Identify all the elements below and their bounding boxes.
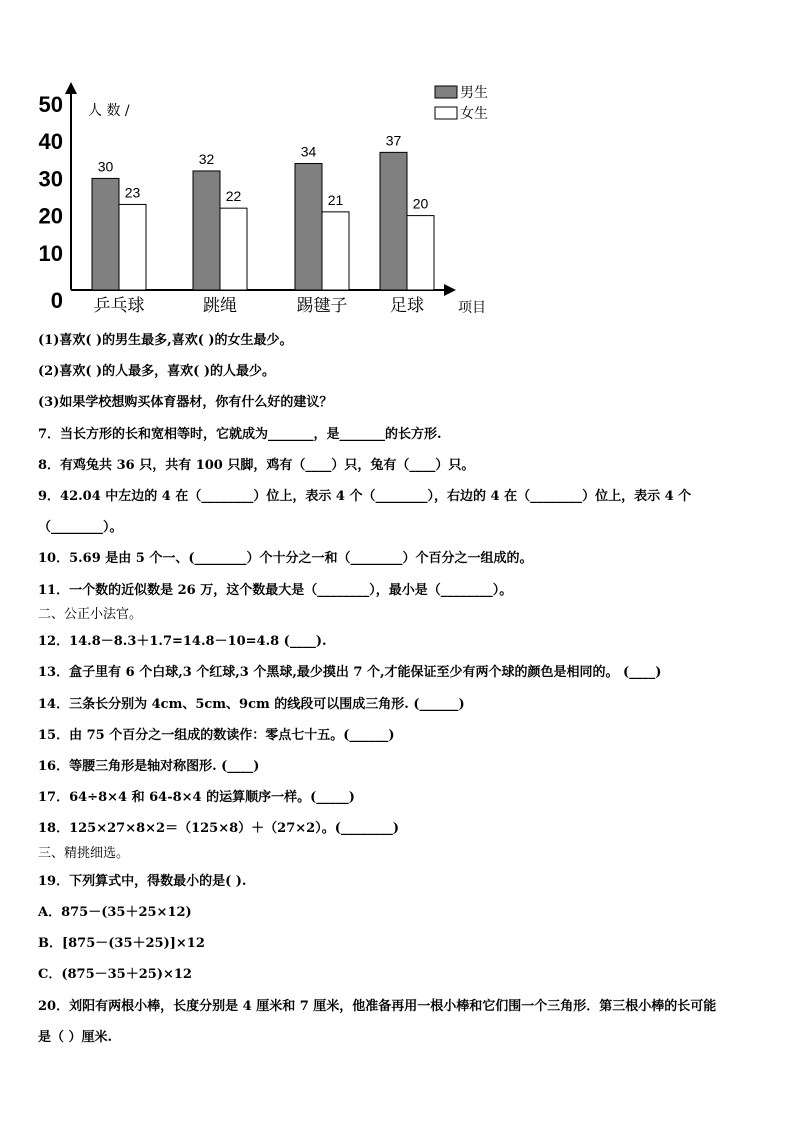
y-axis-ticks xyxy=(39,92,63,313)
bar xyxy=(119,204,146,290)
data-label: 37 xyxy=(385,132,402,149)
question-20-continued: 是（ ）厘米. xyxy=(38,1030,113,1045)
bar xyxy=(193,171,220,290)
section-heading-3: 三、精挑细选。 xyxy=(38,846,130,861)
x-axis-label: 项目 xyxy=(458,300,486,316)
question-line-1: (1)喜欢( )的男生最多,喜欢( )的女生最少。 xyxy=(38,333,293,348)
question-15: 15．由 75 个百分之一组成的数读作：零点七十五。(______) xyxy=(38,728,395,743)
question-17: 17．64÷8×4 和 64-8×4 的运算顺序一样。(_____) xyxy=(38,790,355,805)
y-tick-label: 10 xyxy=(38,240,63,266)
legend-label-girls: 女生 xyxy=(460,106,488,122)
question-14: 14．三条长分别为 4cm、5cm、9cm 的线段可以围成三角形. (______) xyxy=(38,697,465,712)
legend xyxy=(435,84,488,122)
data-label: 21 xyxy=(327,191,344,208)
y-tick-label: 0 xyxy=(50,288,63,313)
option-a: A．875－(35＋25×12) xyxy=(38,905,192,920)
legend-swatch-boys xyxy=(435,86,457,98)
bar xyxy=(407,216,434,290)
bar xyxy=(322,212,349,290)
data-label: 20 xyxy=(412,195,429,212)
data-label: 23 xyxy=(124,184,141,201)
question-7: 7．当长方形的长和宽相等时，它就成为_______，是_______的长方形. xyxy=(38,427,442,442)
option-b: B．[875－(35＋25)]×12 xyxy=(38,936,205,951)
question-line-2: (2)喜欢( )的人最多，喜欢( )的人最少。 xyxy=(38,364,276,379)
y-tick-label: 20 xyxy=(38,203,63,229)
question-20: 20．刘阳有两根小棒，长度分别是 4 厘米和 7 厘米，他准备再用一根小棒和它们围一个三角形．第三根小棒的长可能 xyxy=(38,999,717,1014)
question-10: 10．5.69 是由 5 个一、(________）个十分之一和（________）个百分之一组成的。 xyxy=(38,551,533,566)
data-label: 32 xyxy=(198,150,215,167)
question-9: 9．42.04 中左边的 4 在（________）位上，表示 4 个（________），右边的 4 在（________）位上，表示 4 个 xyxy=(38,489,692,504)
question-13: 13．盒子里有 6 个白球,3 个红球,3 个黑球,最少摸出 7 个,才能保证至少有两个球的颜色是相同的。 (____) xyxy=(38,665,662,680)
y-tick-label: 50 xyxy=(38,92,63,117)
data-label: 30 xyxy=(97,158,114,175)
bar-chart xyxy=(0,0,794,330)
data-label: 34 xyxy=(300,143,317,160)
legend-swatch-girls xyxy=(435,107,457,119)
y-axis-label: 人 数 / xyxy=(88,103,130,119)
bar xyxy=(92,178,119,290)
question-8: 8．有鸡兔共 36 只，共有 100 只脚，鸡有（____）只，兔有（____）只。 xyxy=(38,458,475,473)
question-9-continued: （________）。 xyxy=(38,520,123,535)
x-axis-arrow xyxy=(444,284,456,296)
data-label: 22 xyxy=(225,188,242,205)
bar xyxy=(380,152,407,290)
option-c: C．(875－35＋25)×12 xyxy=(38,967,192,982)
category-label: 踢毽子 xyxy=(296,296,348,316)
section-heading-2: 二、公正小法官。 xyxy=(38,607,143,622)
category-label: 跳绳 xyxy=(203,296,237,316)
legend-label-boys: 男生 xyxy=(460,85,488,101)
y-tick-label: 30 xyxy=(38,166,63,192)
question-19: 19．下列算式中，得数最小的是( ). xyxy=(38,874,247,889)
question-11: 11．一个数的近似数是 26 万，这个数最大是（________），最小是（________）。 xyxy=(38,583,513,598)
y-tick-label: 40 xyxy=(38,129,63,155)
category-labels xyxy=(94,296,425,316)
question-16: 16．等腰三角形是轴对称图形. (____) xyxy=(38,759,260,774)
bars-group xyxy=(92,132,434,290)
bar xyxy=(295,164,322,290)
question-12: 12．14.8－8.3＋1.7=14.8－10=4.8 (____). xyxy=(38,634,327,649)
question-line-3: (3)如果学校想购买体育器材，你有什么好的建议？ xyxy=(38,395,333,410)
category-label: 足球 xyxy=(390,296,424,316)
y-axis-arrow xyxy=(65,82,77,94)
bar xyxy=(220,208,247,290)
category-label: 乒乓球 xyxy=(93,296,145,316)
question-18: 18．125×27×8×2＝（125×8）＋（27×2）。(________) xyxy=(38,821,399,836)
